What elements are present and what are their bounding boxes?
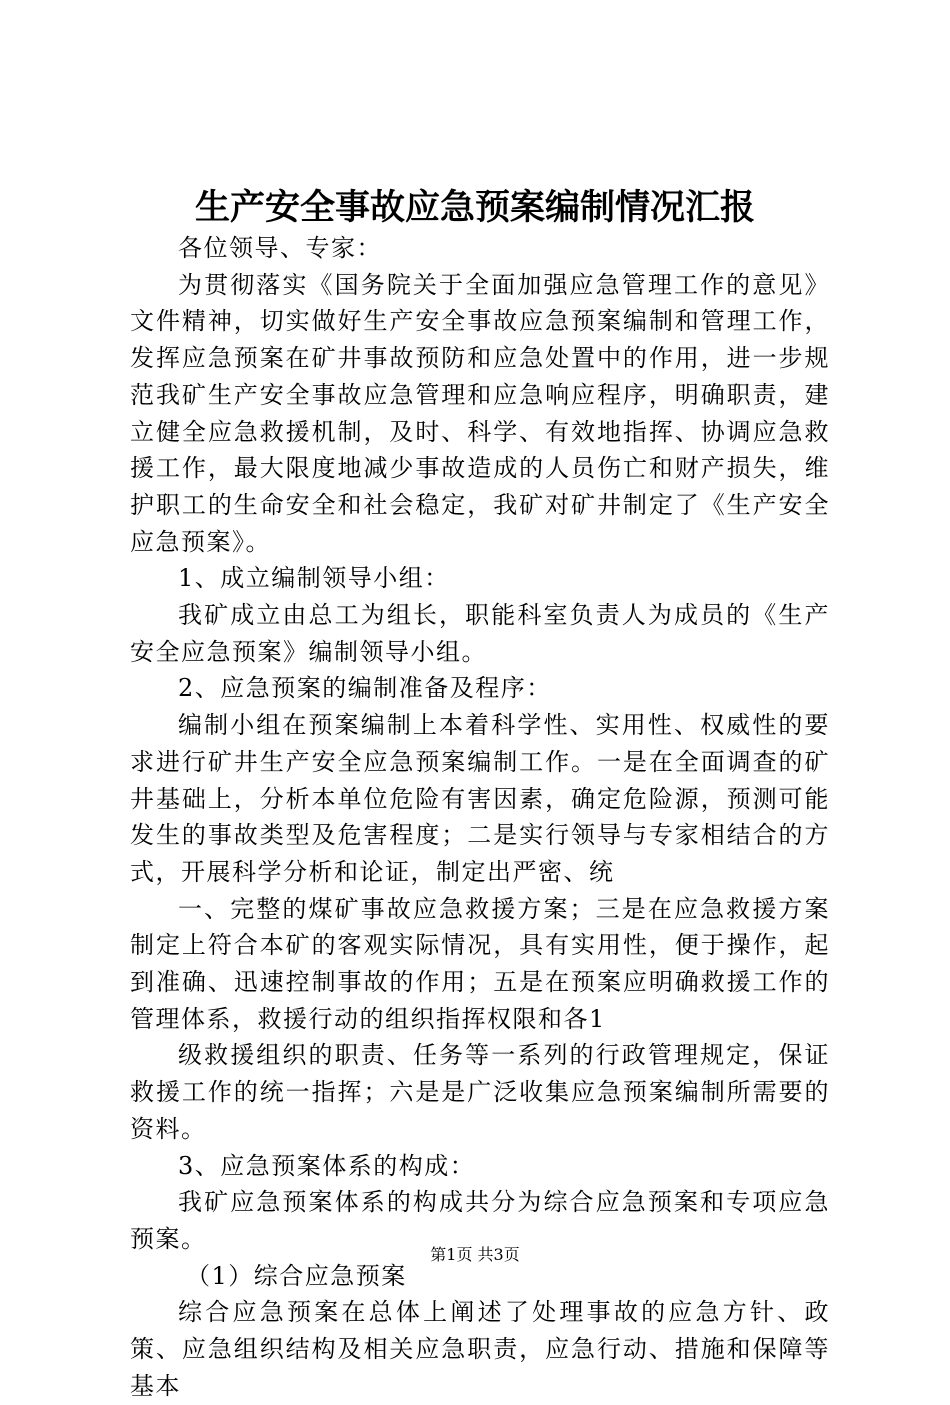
section-heading: 3、应急预案体系的构成： [178, 1151, 476, 1180]
page-footer: 第1页 共3页 [430, 1245, 520, 1264]
body-paragraph: 编制小组在预案编制上本着科学性、实用性、权威性的要求进行矿井生产安全应急预案编制工作。一是在全面调查的矿井基础上，分析本单位危险有害因素，确定危险源，预测可能发生的事故类型及危害程度；二是实行领导与专家相结合的方式，开展科学分析和论证，制定出严密、统 [130, 711, 830, 886]
body-paragraph: 一、完整的煤矿事故应急救援方案；三是在应急救援方案制定上符合本矿的客观实际情况，具有实用性，便于操作，起到准确、迅速控制事故的作用；五是在预案应明确救援工作的管理体系，救援行动的组织指挥权限和各1 [130, 894, 830, 1033]
body-paragraph: 级救援组织的职责、任务等一系列的行政管理规定，保证救援工作的统一指挥；六是是广泛收集应急预案编制所需要的资料。 [130, 1041, 830, 1143]
document-title: 生产安全事故应急预案编制情况汇报 [194, 187, 755, 228]
section-heading: 2、应急预案的编制准备及程序： [178, 674, 552, 703]
document-body [130, 230, 830, 1405]
body-paragraph: 我矿应急预案体系的构成共分为综合应急预案和专项应急预案。 [130, 1188, 830, 1253]
body-paragraph: 我矿成立由总工为组长，职能科室负责人为成员的《生产安全应急预案》编制领导小组。 [130, 601, 830, 666]
body-paragraph: 为贯彻落实《国务院关于全面加强应急管理工作的意见》文件精神，切实做好生产安全事故应急预案编制和管理工作，发挥应急预案在矿井事故预防和应急处置中的作用，进一步规范我矿生产安全事故应急管理和应急响应程序，明确职责，建立健全应急救援机制，及时、科学、有效地指挥、协调应急救援工作，最大限度地减少事故造成的人员伤亡和财产损失，维护职工的生命安全和社会稳定，我矿对矿井制定了《生产安全应急预案》。 [130, 270, 830, 556]
salutation: 各位领导、专家： [178, 234, 382, 262]
body-paragraph: 综合应急预案在总体上阐述了处理事故的应急方针、政策、应急组织结构及相关应急职责，应急行动、措施和保障等基本 [130, 1298, 830, 1400]
section-heading: 1、成立编制领导小组： [178, 564, 450, 593]
subsection-heading: （1）综合应急预案 [186, 1261, 407, 1290]
